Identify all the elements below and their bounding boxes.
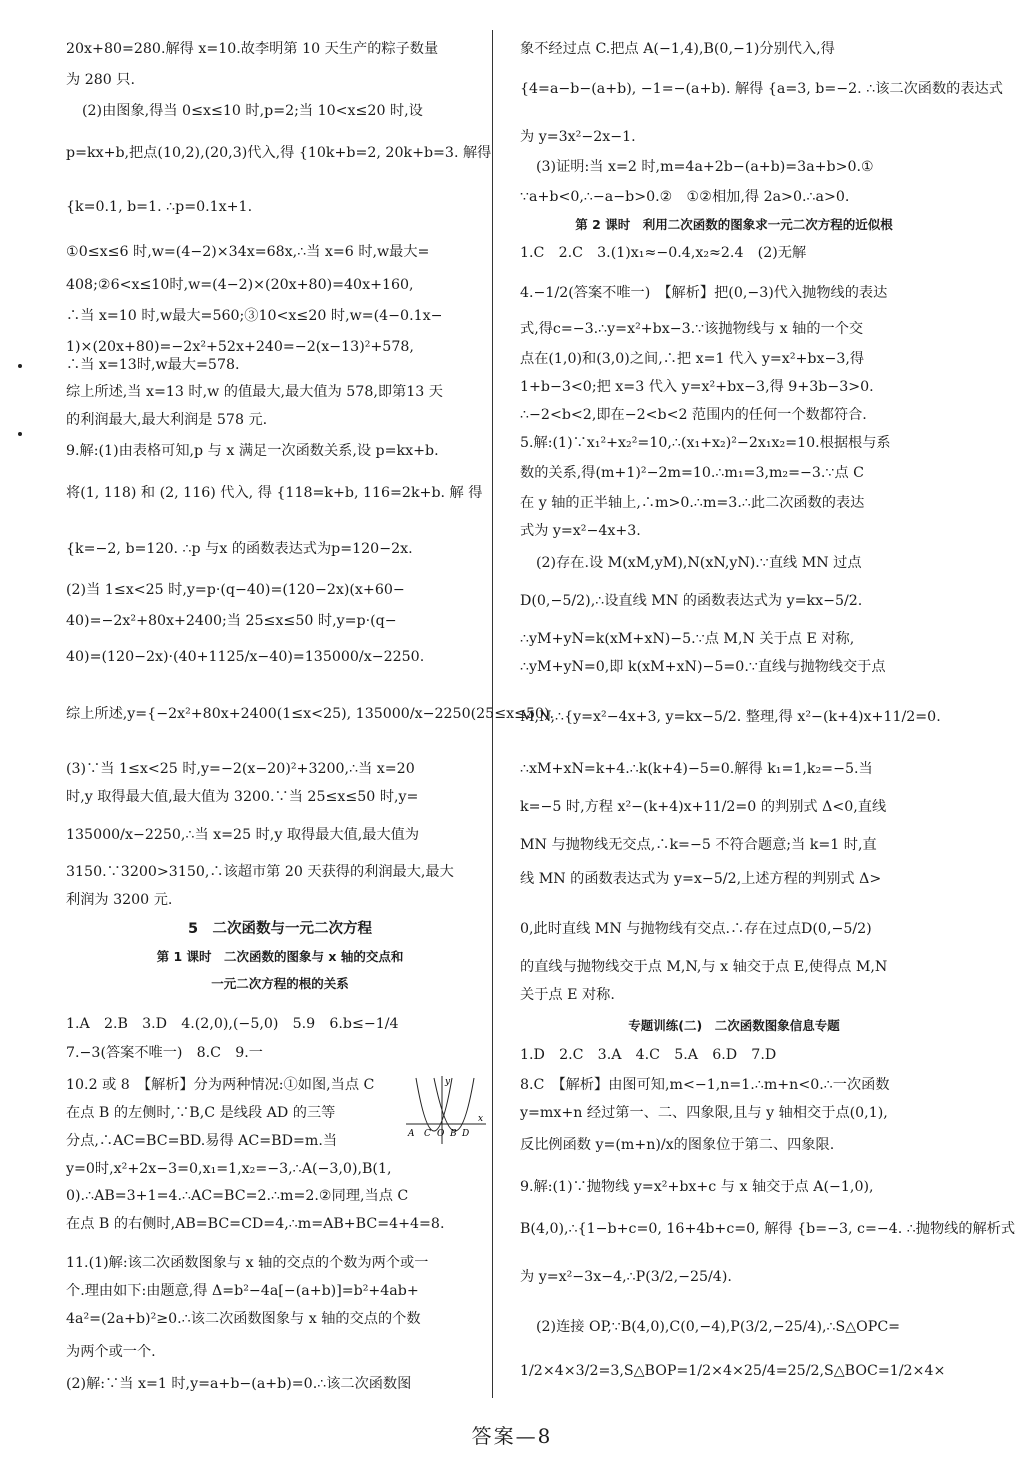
margin-dot bbox=[18, 364, 22, 368]
section-title: 专题训练(二) 二次函数图象信息专题 bbox=[628, 1018, 840, 1033]
text-line: (2)解:∵当 x=1 时,y=a+b−(a+b)=0.∴该二次函数图 bbox=[66, 1376, 412, 1392]
text-line: 5.解:(1)∵x₁²+x₂²=10,∴(x₁+x₂)²−2x₁x₂=10.根据根与系 bbox=[520, 435, 891, 451]
text-line: 11.(1)解:该二次函数图象与 x 轴的交点的个数为两个或一 bbox=[66, 1255, 429, 1271]
text-line: 3150.∵3200>3150,∴该超市第 20 天获得的利润最大,最大 bbox=[66, 864, 454, 880]
text-line: 4.−1/2(答案不唯一) 【解析】把(0,−3)代入抛物线的表达 bbox=[520, 285, 888, 301]
text-line: 象不经过点 C.把点 A(−1,4),B(0,−1)分别代入,得 bbox=[520, 41, 835, 57]
text-line: {4=a−b−(a+b), −1=−(a+b). 解得 {a=3, b=−2. ∴该二次函数的表达式 bbox=[520, 81, 1003, 97]
text-line: 1/2×4×3/2=3,S△BOP=1/2×4×25/4=25/2,S△BOC=1/2×4× bbox=[520, 1363, 946, 1379]
text-line: {k=−2, b=120. ∴p 与x 的函数表达式为p=120−2x. bbox=[66, 541, 413, 557]
text-line: 线 MN 的函数表达式为 y=x−5/2,上述方程的判别式 Δ> bbox=[520, 871, 882, 887]
text-line: 1.C 2.C 3.(1)x₁≈−0.4,x₂≈2.4 (2)无解 bbox=[520, 245, 807, 261]
text-line: 135000/x−2250,∴当 x=25 时,y 取得最大值,最大值为 bbox=[66, 827, 420, 843]
text-line: 分点,∴AC=BC=BD.易得 AC=BD=m.当 bbox=[66, 1133, 338, 1149]
text-line: D(0,−5/2),∴设直线 MN 的函数表达式为 y=kx−5/2. bbox=[520, 593, 863, 609]
text-line: ∴−2<b<2,即在−2<b<2 范围内的任何一个数都符合. bbox=[520, 407, 867, 423]
text-line: 40)=−2x²+80x+2400;当 25≤x≤50 时,y=p·(q− bbox=[66, 613, 397, 629]
page-number: 答案—8 bbox=[471, 1424, 553, 1448]
text-line: 综上所述,y={−2x²+80x+2400(1≤x<25), 135000/x−2250(25≤x≤50). bbox=[66, 706, 555, 722]
figure-label: C bbox=[424, 1129, 431, 1139]
text-line: 将(1, 118) 和 (2, 116) 代入, 得 {118=k+b, 116=2k+b. 解 得 bbox=[66, 485, 483, 501]
text-line: 反比例函数 y=(m+n)/x的图象位于第二、四象限. bbox=[520, 1137, 835, 1153]
text-line: 个.理由如下:由题意,得 Δ=b²−4a[−(a+b)]=b²+4ab+ bbox=[66, 1283, 419, 1299]
figure-label: B bbox=[450, 1129, 457, 1139]
text-line: 20x+80=280.解得 x=10.故李明第 10 天生产的粽子数量 bbox=[66, 41, 439, 57]
text-line: 8.C 【解析】由图可知,m<−1,n=1.∴m+n<0.∴一次函数 bbox=[520, 1077, 890, 1093]
figure-label: x bbox=[478, 1114, 484, 1124]
text-line: 的利润最大,最大利润是 578 元. bbox=[66, 412, 268, 428]
text-line: B(4,0),∴{1−b+c=0, 16+4b+c=0, 解得 {b=−3, c=−4. ∴抛物线的解析式 bbox=[520, 1221, 1016, 1237]
text-line: 9.解:(1)∵抛物线 y=x²+bx+c 与 x 轴交于点 A(−1,0), bbox=[520, 1179, 874, 1195]
margin-dot bbox=[18, 432, 22, 436]
text-line: ①0≤x≤6 时,w=(4−2)×34x=68x,∴当 x=6 时,w最大= bbox=[66, 244, 430, 260]
text-line: ∵a+b<0,∴−a−b>0.② ①②相加,得 2a>0.∴a>0. bbox=[520, 189, 850, 205]
text-line: 在点 B 的右侧时,AB=BC=CD=4,∴m=AB+BC=4+4=8. bbox=[66, 1216, 445, 1232]
text-line: 4a²=(2a+b)²≥0.∴该二次函数图象与 x 轴的交点的个数 bbox=[66, 1311, 421, 1327]
text-line: {k=0.1, b=1. ∴p=0.1x+1. bbox=[66, 199, 253, 215]
lesson-title: 第 2 课时 利用二次函数的图象求一元二次方程的近似根 bbox=[575, 217, 893, 232]
figure-label: O bbox=[437, 1129, 445, 1139]
text-line: MN 与抛物线无交点,∴k=−5 不符合题意;当 k=1 时,直 bbox=[520, 837, 877, 853]
text-line: 式为 y=x²−4x+3. bbox=[520, 523, 641, 539]
text-line: (2)存在.设 M(xM,yM),N(xN,yN).∵直线 MN 过点 bbox=[536, 555, 862, 571]
text-line: 在 y 轴的正半轴上,∴m>0.∴m=3.∴此二次函数的表达 bbox=[520, 495, 865, 511]
text-line: (3)证明:当 x=2 时,m=4a+2b−(a+b)=3a+b>0.① bbox=[536, 159, 874, 175]
text-line: ∴当 x=10 时,w最大=560;③10<x≤20 时,w=(4−0.1x− bbox=[66, 308, 443, 324]
text-line: ∴当 x=13时,w最大=578. bbox=[66, 357, 240, 373]
text-line: 综上所述,当 x=13 时,w 的值最大,最大值为 578,即第13 天 bbox=[66, 384, 443, 400]
text-line: ∴yM+yN=k(xM+xN)−5.∵点 M,N 关于点 E 对称, bbox=[520, 631, 855, 647]
text-line: k=−5 时,方程 x²−(k+4)x+11/2=0 的判别式 Δ<0,直线 bbox=[520, 799, 887, 815]
text-line: 10.2 或 8 【解析】分为两种情况:①如图,当点 C bbox=[66, 1077, 375, 1093]
text-line: 式,得c=−3.∴y=x²+bx−3.∵该抛物线与 x 轴的一个交 bbox=[520, 321, 864, 337]
text-line: 9.解:(1)由表格可知,p 与 x 满足一次函数关系,设 p=kx+b. bbox=[66, 443, 439, 459]
section-title: 5 二次函数与一元二次方程 bbox=[187, 921, 373, 937]
text-line: 在点 B 的左侧时,∵B,C 是线段 AD 的三等 bbox=[66, 1105, 336, 1121]
lesson-title: 一元二次方程的根的关系 bbox=[211, 976, 349, 991]
parabola-right bbox=[434, 1078, 474, 1131]
text-line: 1+b−3<0;把 x=3 代入 y=x²+bx−3,得 9+3b−3>0. bbox=[520, 379, 874, 395]
text-line: ∴yM+yN=0,即 k(xM+xN)−5=0.∵直线与抛物线交于点 bbox=[520, 659, 886, 675]
text-line: 0).∴AB=3+1=4.∴AC=BC=2.∴m=2.②同理,当点 C bbox=[66, 1188, 409, 1204]
text-line: 为两个或一个. bbox=[66, 1344, 156, 1360]
figure-label: D bbox=[462, 1129, 470, 1139]
text-line: 利润为 3200 元. bbox=[66, 892, 173, 908]
text-line: y=0时,x²+2x−3=0,x₁=1,x₂=−3,∴A(−3,0),B(1, bbox=[66, 1161, 392, 1177]
text-line: 40)=(120−2x)·(40+1125/x−40)=135000/x−2250. bbox=[66, 649, 425, 665]
text-line: 408;②6<x≤10时,w=(4−2)×(20x+80)=40x+160, bbox=[66, 277, 414, 293]
text-line: 1)×(20x+80)=−2x²+52x+240=−2(x−13)²+578, bbox=[66, 339, 414, 355]
text-line: (2)连接 OP,∵B(4,0),C(0,−4),P(3/2,−25/4),∴S△OPC= bbox=[536, 1319, 901, 1335]
figure-label: A bbox=[408, 1129, 415, 1139]
text-line: 0,此时直线 MN 与抛物线有交点.∴存在过点D(0,−5/2) bbox=[520, 921, 872, 937]
text-line: 为 y=3x²−2x−1. bbox=[520, 129, 636, 145]
text-line: 的直线与抛物线交于点 M,N,与 x 轴交于点 E,使得点 M,N bbox=[520, 959, 888, 975]
figure-label: y bbox=[445, 1077, 451, 1087]
text-line: ∴xM+xN=k+4.∴k(k+4)−5=0.解得 k₁=1,k₂=−5.当 bbox=[520, 761, 873, 777]
text-line: p=kx+b,把点(10,2),(20,3)代入,得 {10k+b=2, 20k+b=3. 解得 bbox=[66, 145, 492, 161]
text-line: 为 280 只. bbox=[66, 72, 135, 88]
text-line: 数的关系,得(m+1)²−2m=10.∴m₁=3,m₂=−3.∵点 C bbox=[520, 465, 865, 481]
text-line: (3)∵当 1≤x<25 时,y=−2(x−20)²+3200,∴当 x=20 bbox=[66, 761, 415, 777]
text-line: M,N,∴{y=x²−4x+3, y=kx−5/2. 整理,得 x²−(k+4)x+11/2=0. bbox=[520, 709, 941, 725]
text-line: (2)当 1≤x<25 时,y=p·(q−40)=(120−2x)(x+60− bbox=[66, 582, 405, 598]
text-line: 7.−3(答案不唯一) 8.C 9.一 bbox=[66, 1045, 263, 1061]
lesson-title: 第 1 课时 二次函数的图象与 x 轴的交点和 bbox=[156, 949, 404, 964]
text-line: 为 y=x²−3x−4,∴P(3/2,−25/4). bbox=[520, 1269, 732, 1285]
text-line: (2)由图象,得当 0≤x≤10 时,p=2;当 10<x≤20 时,设 bbox=[82, 103, 423, 119]
text-line: 1.A 2.B 3.D 4.(2,0),(−5,0) 5.9 6.b≤−1/4 bbox=[66, 1016, 399, 1032]
text-line: 关于点 E 对称. bbox=[520, 987, 615, 1003]
parabola-figure bbox=[404, 1074, 488, 1146]
text-line: 1.D 2.C 3.A 4.C 5.A 6.D 7.D bbox=[520, 1047, 777, 1063]
text-line: 点在(1,0)和(3,0)之间,∴把 x=1 代入 y=x²+bx−3,得 bbox=[520, 351, 865, 367]
text-line: y=mx+n 经过第一、二、四象限,且与 y 轴相交于点(0,1), bbox=[520, 1105, 888, 1121]
text-line: 时,y 取得最大值,最大值为 3200.∵当 25≤x≤50 时,y= bbox=[66, 789, 419, 805]
